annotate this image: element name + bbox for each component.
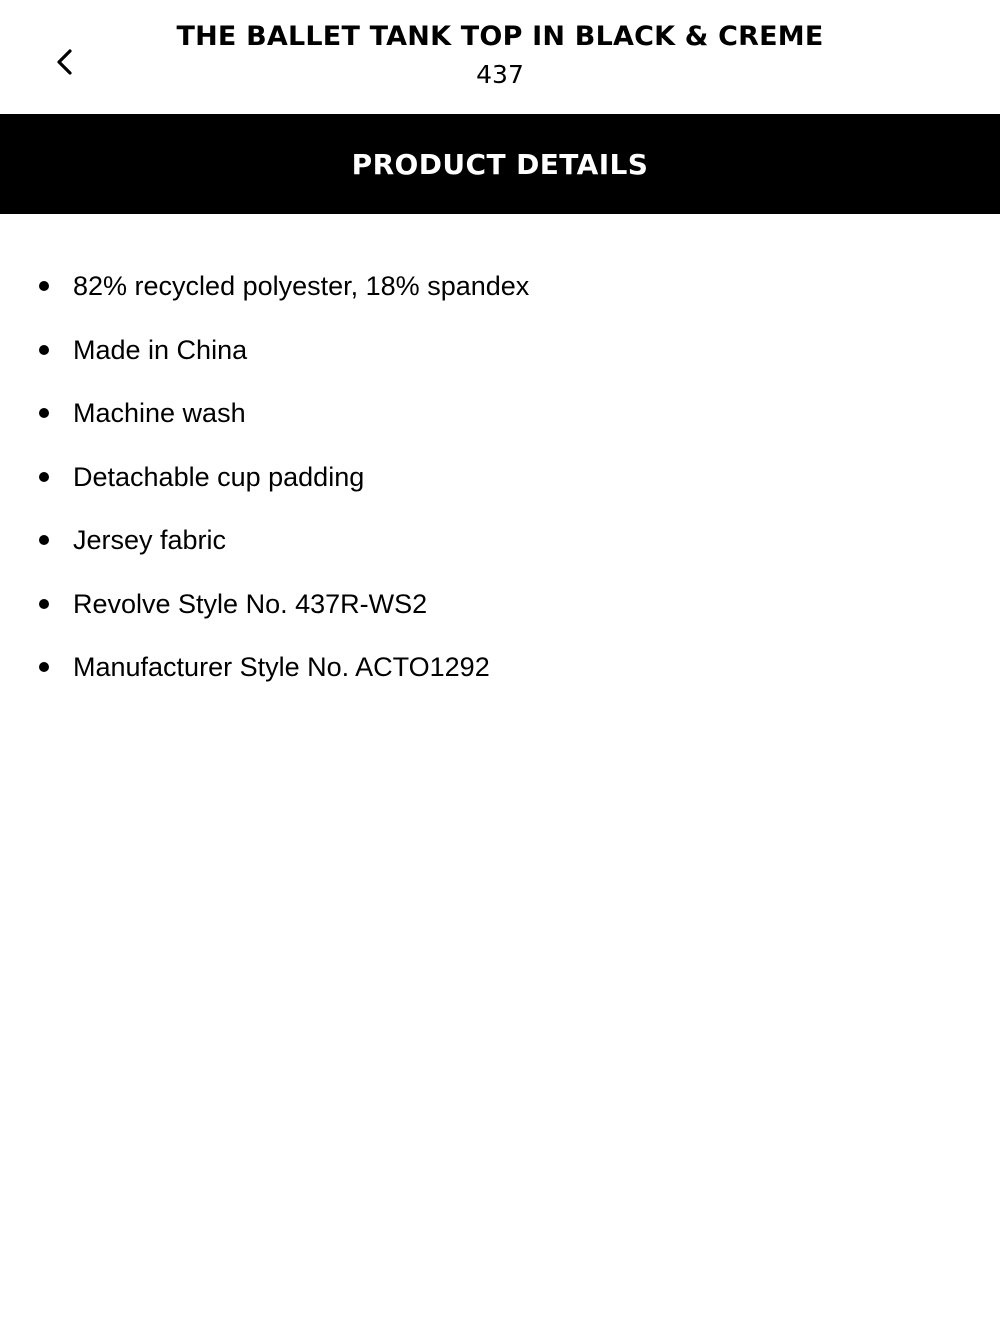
product-details-header <box>0 114 1000 214</box>
details-item-padding <box>0 445 1000 509</box>
product-title: THE BALLET TANK TOP IN BLACK & CREME <box>176 21 824 52</box>
bullet-icon <box>39 535 49 545</box>
section-title: PRODUCT DETAILS <box>351 147 649 181</box>
product-details-list <box>0 254 1000 699</box>
top-header <box>0 0 1000 114</box>
bullet-icon <box>39 281 49 291</box>
details-item-text: Jersey fabric <box>73 525 227 555</box>
details-item-text: Revolve Style No. 437R-WS2 <box>73 588 428 619</box>
details-item-revolve-style <box>0 572 1000 636</box>
bullet-icon <box>39 599 49 609</box>
details-item-origin <box>0 318 1000 382</box>
bullet-icon <box>39 345 49 355</box>
bullet-icon <box>39 408 49 418</box>
details-item-text: Manufacturer Style No. ACTO1292 <box>73 652 490 682</box>
bullet-icon <box>39 472 49 482</box>
details-item-fabric-type <box>0 508 1000 572</box>
details-item-text: 82% recycled polyester, 18% spandex <box>73 271 530 301</box>
bullet-icon <box>39 662 49 672</box>
details-item-text: Made in China <box>73 334 248 365</box>
back-button[interactable] <box>40 38 88 86</box>
details-item-text: Machine wash <box>73 398 246 428</box>
details-item-care <box>0 381 1000 445</box>
details-item-fabric-content <box>0 254 1000 318</box>
details-item-manufacturer-style <box>0 635 1000 699</box>
chevron-left-icon <box>53 47 75 77</box>
brand-name[interactable]: 437 <box>476 60 524 89</box>
details-item-text: Detachable cup padding <box>73 461 365 492</box>
